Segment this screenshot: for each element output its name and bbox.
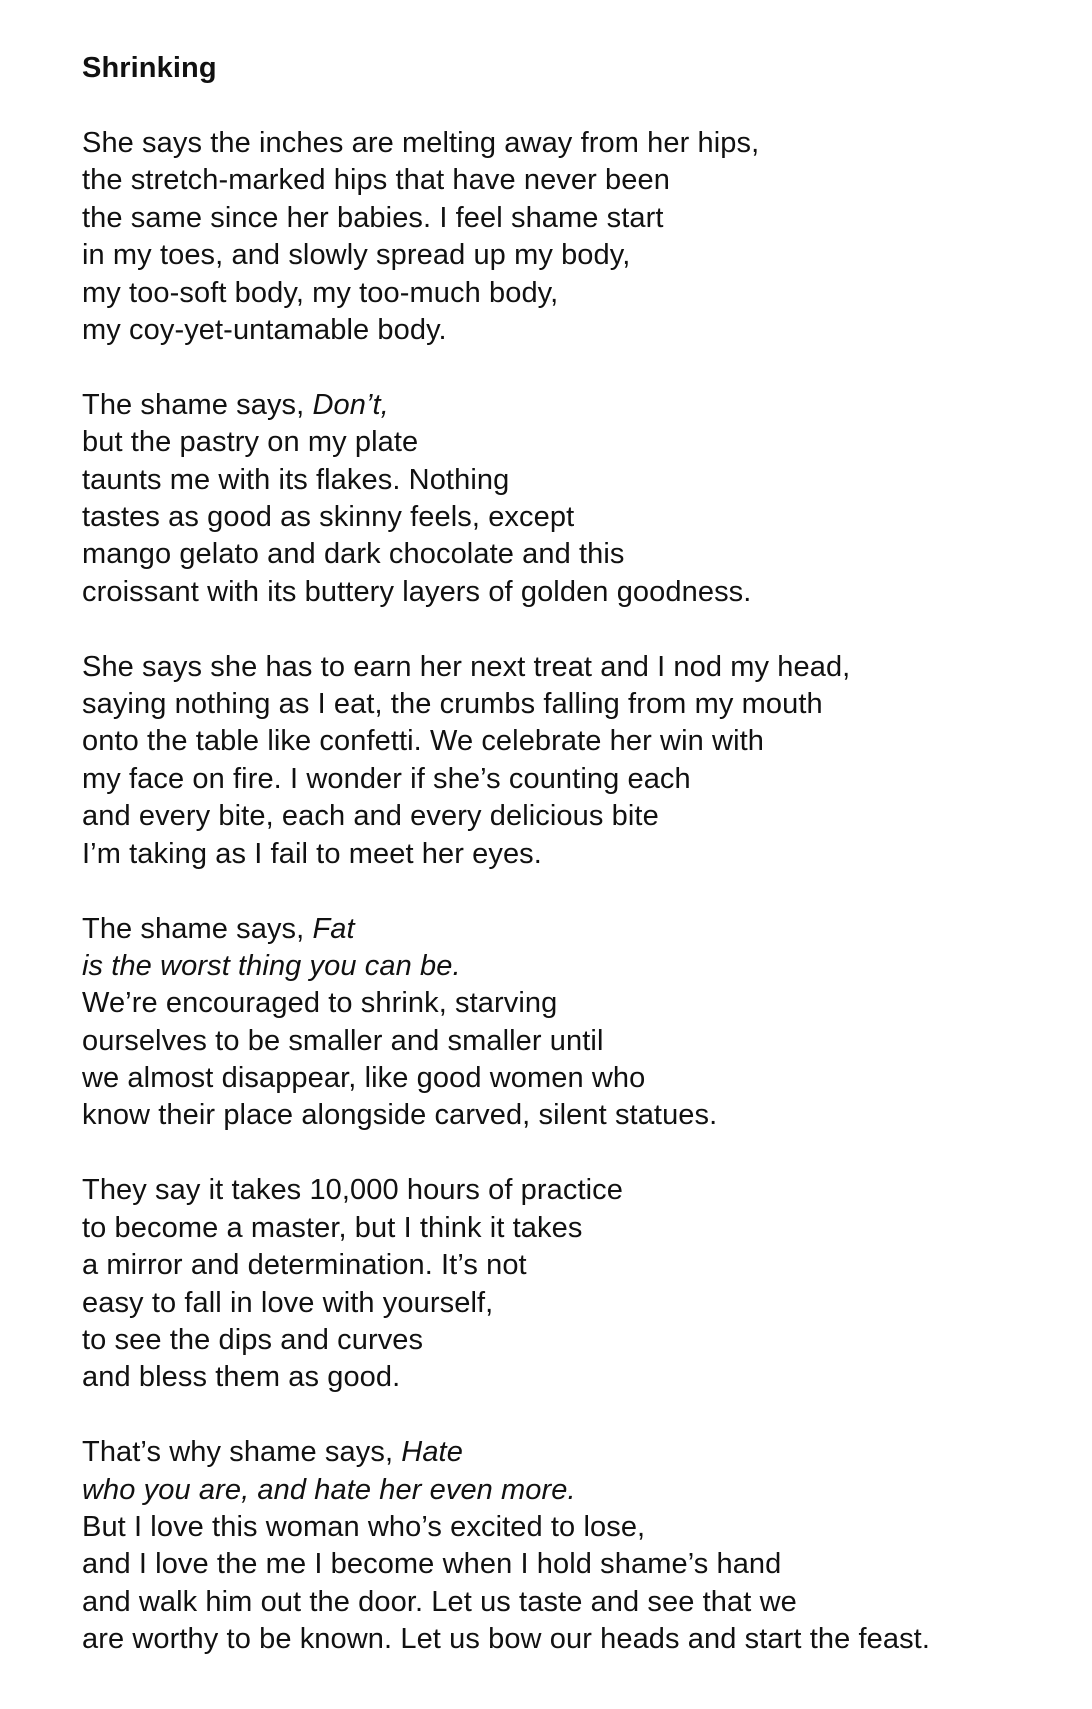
poem-title: Shrinking: [82, 52, 217, 84]
line-text: are worthy to be known. Let us bow our heads and start the feast.: [82, 1623, 930, 1656]
line-text: in my toes, and slowly spread up my body,: [82, 239, 631, 272]
poem-line: [82, 1285, 1062, 1322]
line-italic-text: Don’t,: [312, 388, 389, 421]
line-italic-text: Fat: [312, 912, 355, 945]
poem-line: [82, 1359, 1062, 1396]
line-text: a mirror and determination. It’s not: [82, 1249, 527, 1282]
line-text: The shame says,: [82, 912, 313, 945]
poem-line: [82, 985, 1062, 1022]
line-text: but the pastry on my plate: [82, 426, 419, 459]
poem-line: [82, 237, 1062, 274]
stanza-6: [82, 1434, 1062, 1658]
line-text: The shame says,: [82, 388, 313, 421]
poem-line: [82, 1621, 1062, 1658]
poem-body: [82, 125, 1062, 1659]
poem-line: [82, 1247, 1062, 1284]
line-text: to see the dips and curves: [82, 1323, 424, 1356]
line-text: to become a master, but I think it takes: [82, 1211, 583, 1244]
poem-line: [82, 1060, 1062, 1097]
line-text: know their place alongside carved, silent statues.: [82, 1099, 718, 1132]
poem-line: [82, 499, 1062, 536]
line-italic-text: Hate: [401, 1436, 463, 1469]
line-text: and walk him out the door. Let us taste and see that we: [82, 1585, 797, 1618]
poem-line: [82, 1546, 1062, 1583]
poem-line: [82, 536, 1062, 573]
line-text: croissant with its buttery layers of golden goodness.: [82, 575, 752, 608]
poem-line: [82, 574, 1062, 611]
stanza-2: [82, 387, 1062, 611]
line-text: mango gelato and dark chocolate and this: [82, 538, 625, 571]
line-text: and I love the me I become when I hold shame’s hand: [82, 1548, 782, 1581]
poem-line: [82, 387, 1062, 424]
poem-line: [82, 200, 1062, 237]
line-text: the stretch-marked hips that have never been: [82, 164, 670, 197]
poem-line: [82, 948, 1062, 985]
line-text: my too-soft body, my too-much body,: [82, 276, 559, 309]
line-text: we almost disappear, like good women who: [82, 1062, 646, 1095]
line-italic-text: is the worst thing you can be.: [82, 949, 461, 982]
line-text: They say it takes 10,000 hours of practice: [82, 1174, 623, 1207]
poem-line: [82, 1172, 1062, 1209]
line-text: ourselves to be smaller and smaller until: [82, 1024, 604, 1057]
poem-line: [82, 1509, 1062, 1546]
poem-line: [82, 761, 1062, 798]
line-text: and bless them as good.: [82, 1361, 401, 1394]
poem-line: [82, 1472, 1062, 1509]
line-italic-text: who you are, and hate her even more.: [82, 1473, 576, 1506]
line-text: tastes as good as skinny feels, except: [82, 501, 575, 534]
poem-line: [82, 723, 1062, 760]
line-text: onto the table like confetti. We celebrate her win with: [82, 725, 765, 758]
poem-line: [82, 836, 1062, 873]
line-text: But I love this woman who’s excited to lose,: [82, 1511, 646, 1543]
line-text: my coy-yet-untamable body.: [82, 313, 447, 346]
line-text: saying nothing as I eat, the crumbs falling from my mouth: [82, 688, 823, 721]
poem-line: [82, 162, 1062, 199]
stanza-5: [82, 1172, 1062, 1396]
line-text: I’m taking as I fail to meet her eyes.: [82, 837, 542, 870]
poem-page: [82, 50, 1062, 1696]
poem-line: [82, 911, 1062, 948]
poem-line: [82, 1434, 1062, 1471]
poem-line: [82, 424, 1062, 461]
poem-line: [82, 1322, 1062, 1359]
stanza-3: [82, 649, 1062, 873]
poem-line: [82, 1584, 1062, 1621]
line-text: easy to fall in love with yourself,: [82, 1286, 494, 1319]
poem-line: [82, 125, 1062, 162]
poem-line: [82, 312, 1062, 349]
stanza-1: [82, 125, 1062, 349]
line-text: taunts me with its flakes. Nothing: [82, 463, 510, 496]
line-text: She says she has to earn her next treat and I nod my head,: [82, 650, 851, 683]
poem-line: [82, 1210, 1062, 1247]
line-text: We’re encouraged to shrink, starving: [82, 987, 558, 1020]
poem-line: [82, 462, 1062, 499]
poem-line: [82, 275, 1062, 312]
stanza-4: [82, 911, 1062, 1135]
line-text: the same since her babies. I feel shame start: [82, 201, 664, 234]
line-text: and every bite, each and every delicious bite: [82, 800, 659, 833]
poem-line: [82, 1097, 1062, 1134]
line-text: She says the inches are melting away from her hips,: [82, 127, 760, 159]
poem-line: [82, 686, 1062, 723]
poem-line: [82, 1023, 1062, 1060]
poem-line: [82, 649, 1062, 686]
line-text: That’s why shame says,: [82, 1436, 402, 1469]
poem-line: [82, 798, 1062, 835]
line-text: my face on fire. I wonder if she’s counting each: [82, 762, 691, 795]
